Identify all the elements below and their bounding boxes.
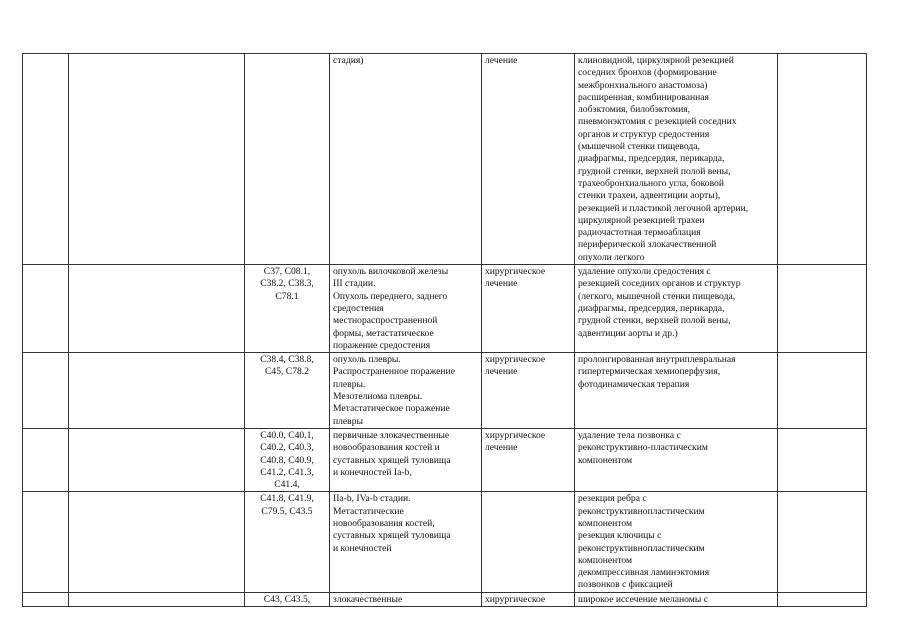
notes-cell [778,265,867,353]
method-line: декомпрессивная ламинэктомия [578,567,710,579]
method-line: трахеобронхиального угла, боковой [578,177,724,189]
table-body [23,54,867,607]
codes-line: C45, C78.2 [265,366,309,378]
treatment-cell [482,265,575,353]
codes-cell [245,492,330,592]
codes-cell [245,428,330,491]
method-line: грудной стенки, верхней полой вены, [578,165,731,177]
treatment-line: хирургическое [485,429,546,441]
blank-cell [69,353,245,429]
diagnosis-line: опухоль вилочковой железы [333,266,449,278]
method-line: удаление опухоли средостения с [578,266,711,278]
treatment-line: лечение [485,442,518,454]
treatment-cell [482,428,575,491]
method-line: диафрагмы, предсердия, перикарда, [578,153,725,165]
treatment-cell [482,492,575,592]
method-line: опухоли легкого [578,251,645,263]
method-cell [575,54,778,265]
notes-cell [778,592,867,606]
blank-cell [69,428,245,491]
diagnosis-line: Метастатические [333,505,404,517]
method-line: стенки трахеи, адвентиции аорты), [578,190,721,202]
diagnosis-cell [330,353,482,429]
diagnosis-cell [330,54,482,265]
codes-line: C43, C43.5, [263,593,311,605]
diagnosis-cell [330,492,482,592]
document-table [22,53,867,607]
method-line: реконструктивнопластическим [578,505,705,517]
codes-line: C78.1 [275,290,299,302]
method-line: резекцией и пластикой легочной артерии, [578,202,749,214]
method-cell [575,428,778,491]
method-line: клиновидной, циркулярной резекцией [578,55,734,66]
codes-line: C79.5, C43.5 [261,505,313,517]
diagnosis-line: Мезотелиома плевры. [333,391,423,403]
diagnosis-cell [330,592,482,606]
diagnosis-line: III стадии. [333,278,376,290]
diagnosis-line: суставных хрящей туловища [333,530,451,542]
method-line: позвонков с фиксацией [578,579,673,591]
diagnosis-line: опухоль плевры. [333,354,401,366]
diagnosis-line: стадия) [333,55,364,66]
method-line: гипертермическая хемиоперфузия, [578,366,721,378]
table-row [23,428,867,491]
codes-line: C37, C08.1, [263,266,311,278]
codes-cell [245,54,330,265]
table-row [23,592,867,606]
diagnosis-line: и конечностей Ia-b, [333,466,412,478]
codes-line: C40.0, C40.1, [260,429,314,441]
method-line: грудной стенки, верхней полой вены, [578,315,731,327]
method-line: межбронхиального анастомоза) [578,79,708,91]
method-line: компонентом [578,517,633,529]
method-line: пневмонэктомия с резекцией соседних [578,116,737,128]
codes-line: C40.2, C40.3, [260,442,314,454]
method-line: циркулярной резекцией трахеи [578,214,705,226]
method-line: диафрагмы, предсердия, перикарда, [578,302,725,314]
method-line: соседних бронхов (формирование [578,67,717,79]
method-line: пролонгированная внутриплевральная [578,354,736,366]
method-line: адвентиции аорты и др.) [578,327,678,339]
diagnosis-line: новообразования костей и [333,442,440,454]
treatment-line: хирургическое [485,354,546,366]
treatment-line: хирургическое [485,593,546,605]
method-line: фотодинамическая терапия [578,378,690,390]
diagnosis-line: новообразования костей, [333,517,435,529]
codes-cell [245,353,330,429]
treatment-line: хирургическое [485,266,546,278]
diagnosis-cell [330,265,482,353]
table-row [23,54,867,265]
treatment-line: лечение [485,278,518,290]
method-line: лобэктомия, билобэктомия, [578,104,691,116]
table-row [23,353,867,429]
method-line: (легкого, мышечной стенки пищевода, [578,290,736,302]
treatment-line: лечение [485,366,518,378]
notes-cell [778,428,867,491]
blank-cell [69,54,245,265]
method-line: радиочастотная термоаблация [578,227,701,239]
method-line: компонентом [578,454,633,466]
treatment-cell [482,54,575,265]
codes-cell [245,265,330,353]
method-cell [575,592,778,606]
notes-cell [778,353,867,429]
diagnosis-line: Опухоль переднего, заднего [333,290,448,302]
method-line: резекцией соседних органов и структур [578,278,741,290]
treatment-line: лечение [485,55,518,66]
blank-cell [69,592,245,606]
treatment-cell [482,592,575,606]
method-line: резекция ключицы с [578,530,662,542]
diagnosis-line: средостения [333,302,384,314]
index-cell [23,592,69,606]
index-cell [23,492,69,592]
codes-line: C38.2, C38.3, [260,278,314,290]
treatment-cell [482,353,575,429]
method-line: (мышечной стенки пищевода, [578,141,700,153]
codes-line: C41.2, C41.3, [260,466,314,478]
index-cell [23,353,69,429]
method-line: широкое иссечение меланомы с [578,593,708,605]
table-row [23,265,867,353]
diagnosis-line: и конечностей [333,542,392,554]
method-line: реконструктивно-пластическим [578,442,708,454]
diagnosis-line: поражение средостения [333,339,431,351]
index-cell [23,54,69,265]
blank-cell [69,492,245,592]
diagnosis-line: местнораспространенной [333,315,438,327]
codes-line: C38.4, C38.8, [260,354,314,366]
codes-cell [245,592,330,606]
method-line: периферической злокачественной [578,239,717,251]
diagnosis-line: Распространенное поражение [333,366,455,378]
method-line: реконструктивнопластическим [578,542,705,554]
method-cell [575,353,778,429]
notes-cell [778,54,867,265]
diagnosis-line: формы, метастатическое [333,327,434,339]
diagnosis-line: первичные злокачественные [333,429,450,441]
method-line: компонентом [578,554,633,566]
index-cell [23,428,69,491]
method-line: резекция ребра с [578,493,647,505]
blank-cell [69,265,245,353]
method-cell [575,265,778,353]
method-cell [575,492,778,592]
codes-line: C41.4, [274,479,300,491]
table-row [23,492,867,592]
diagnosis-cell [330,428,482,491]
diagnosis-line: злокачественные [333,593,403,605]
diagnosis-line: IIa-b, IVa-b стадии. [333,493,411,505]
diagnosis-line: суставных хрящей туловища [333,454,451,466]
index-cell [23,265,69,353]
notes-cell [778,492,867,592]
method-line: расширенная, комбинированная [578,91,709,103]
diagnosis-line: плевры [333,415,363,427]
diagnosis-line: Метастатическое поражение [333,403,450,415]
diagnosis-line: плевры. [333,378,366,390]
method-line: удаление тела позвонка с [578,429,681,441]
codes-line: C41.8, C41.9, [260,493,314,505]
method-line: органов и структур средостения [578,128,710,140]
codes-line: C40.8, C40.9, [260,454,314,466]
